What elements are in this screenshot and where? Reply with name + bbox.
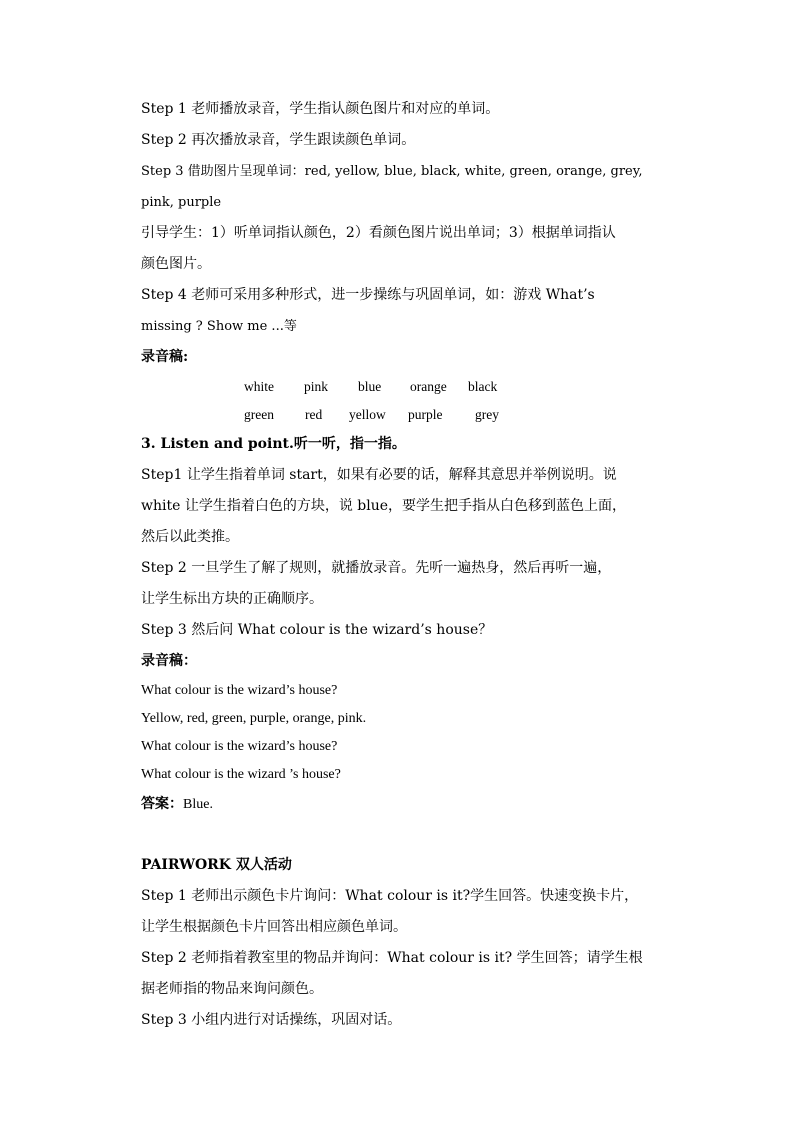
- answer-label: 答案：: [141, 796, 183, 812]
- script2-heading: 录音稿：: [141, 653, 197, 669]
- color-word-row: [244, 401, 681, 429]
- intro-guide-cont: 颜色图片。: [141, 256, 211, 272]
- section3-line: Step1 让学生指着单词 start，如果有必要的话，解释其意思并举例说明。说: [141, 467, 617, 483]
- section3-line: Step 3 然后问 What colour is the wizard’s house？: [141, 622, 493, 638]
- color-word: grey: [475, 407, 499, 422]
- color-word: blue: [358, 379, 382, 394]
- script2-line: What colour is the wizard’s house?: [141, 683, 338, 698]
- pairwork-line: Step 2 老师指着教室里的物品并询问：What colour is it? 学生回答；请学生根: [141, 950, 643, 966]
- document-page: [141, 94, 681, 1036]
- color-word: purple: [408, 407, 443, 422]
- pairwork-line: 据老师指的物品来询问颜色。: [141, 981, 323, 997]
- intro-step-4: Step 4 老师可采用多种形式，进一步操练与巩固单词，如：游戏 What’s: [141, 287, 595, 303]
- pairwork-line: 让学生根据颜色卡片回答出相应颜色单词。: [141, 919, 407, 935]
- script1-heading: 录音稿:: [141, 349, 189, 365]
- color-word: pink: [304, 379, 329, 394]
- color-word-row: [244, 373, 681, 401]
- color-word: white: [244, 379, 274, 394]
- script2-line: Yellow, red, green, purple, orange, pink.: [141, 711, 367, 726]
- script2-lines: [141, 677, 681, 789]
- section3-line: Step 2 一旦学生了解了规则，就播放录音。先听一遍热身，然后再听一遍，: [141, 560, 612, 576]
- pairwork-steps: [141, 881, 681, 1036]
- section3-line: 然后以此类推。: [141, 529, 239, 545]
- answer-line: [141, 789, 681, 820]
- section3-steps: [141, 460, 681, 646]
- intro-steps: [141, 94, 681, 342]
- script2-line: What colour is the wizard ’s house?: [141, 767, 341, 782]
- color-word: orange: [410, 379, 447, 394]
- script2-line: What colour is the wizard’s house?: [141, 739, 338, 754]
- color-word: red: [305, 407, 323, 422]
- color-word: black: [468, 379, 498, 394]
- intro-step-3: Step 3 借助图片呈现单词：red, yellow, blue, black, white, green, orange, grey,: [141, 164, 643, 179]
- intro-step-4-cont: missing ? Show me ...等: [141, 319, 297, 334]
- section3-heading: 3. Listen and point.听一听，指一指。: [141, 436, 406, 452]
- color-word: yellow: [349, 407, 386, 422]
- intro-step-3-cont: pink, purple: [141, 195, 222, 210]
- pairwork-heading: PAIRWORK 双人活动: [141, 857, 292, 873]
- intro-guide: 引导学生：1）听单词指认颜色，2）看颜色图片说出单词；3）根据单词指认: [141, 225, 616, 241]
- intro-step-1: Step 1 老师播放录音，学生指认颜色图片和对应的单词。: [141, 101, 500, 117]
- color-word: green: [244, 407, 274, 422]
- answer-value: Blue.: [183, 797, 213, 812]
- intro-step-2: Step 2 再次播放录音，学生跟读颜色单词。: [141, 132, 416, 148]
- pairwork-line: Step 3 小组内进行对话操练，巩固对话。: [141, 1012, 402, 1028]
- section3-line: 让学生标出方块的正确顺序。: [141, 591, 323, 607]
- color-word-grid: [244, 373, 681, 429]
- section-gap: [141, 820, 681, 850]
- pairwork-line: Step 1 老师出示颜色卡片询问：What colour is it?学生回答。快速变换卡片，: [141, 888, 639, 904]
- section3-line: white 让学生指着白色的方块，说 blue，要学生把手指从白色移到蓝色上面，: [141, 498, 627, 514]
